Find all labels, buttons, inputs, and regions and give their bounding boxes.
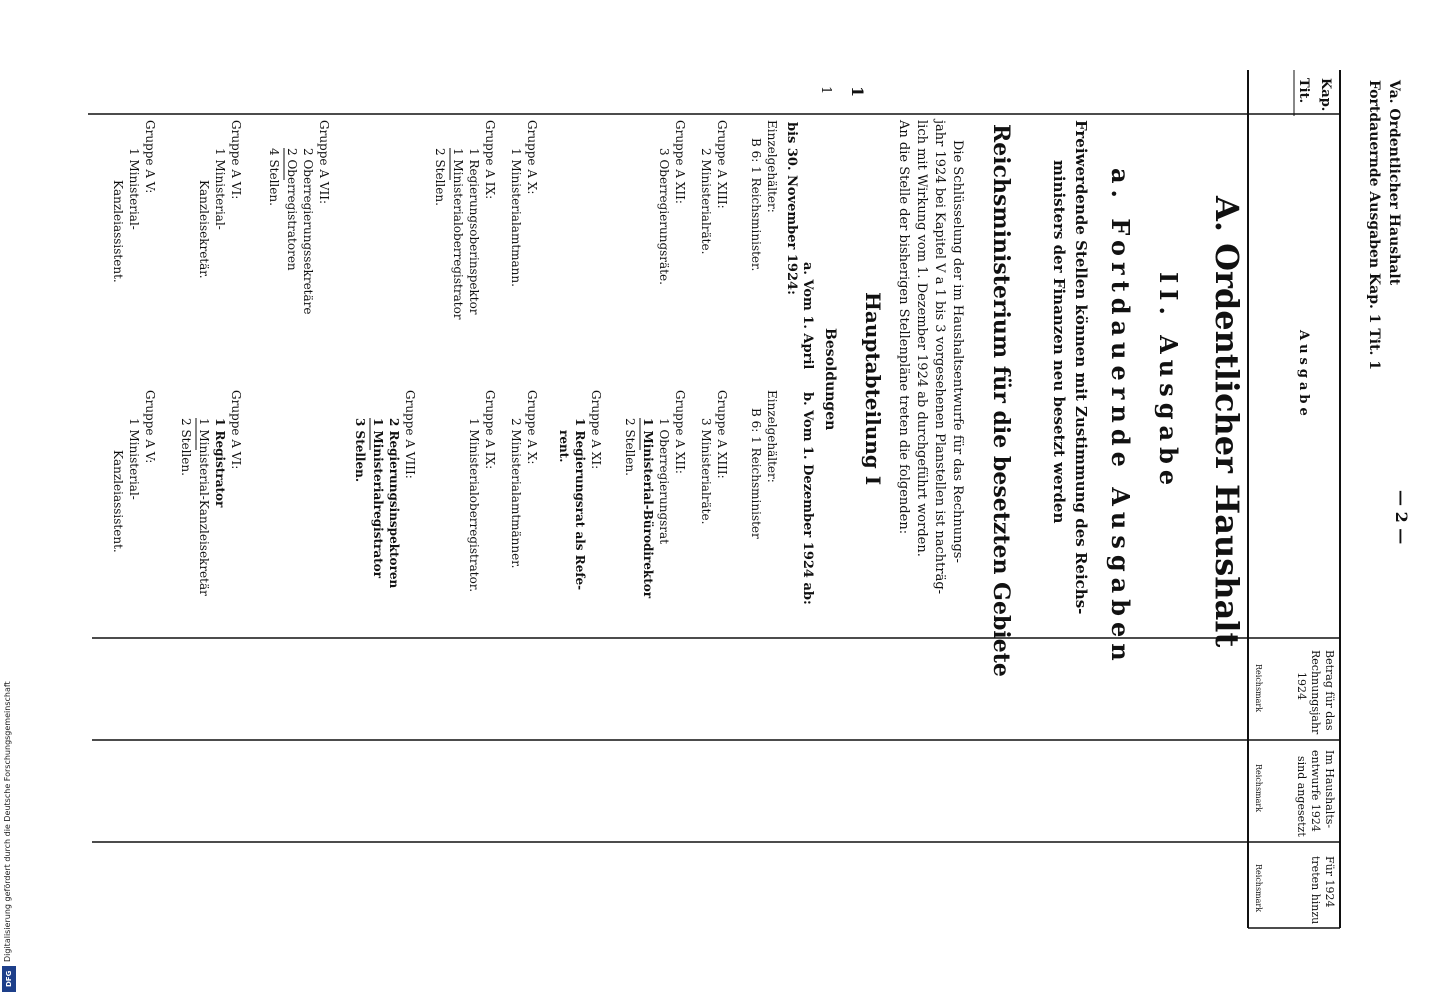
fuer-line-2: treten hinzu bbox=[1309, 856, 1322, 925]
left-line: 2 Oberregistratoren bbox=[285, 148, 299, 271]
subsection-title: a. Fortdauernde Ausgaben bbox=[1106, 168, 1135, 667]
haushalt-line-2: entwurfe 1924 bbox=[1309, 750, 1322, 832]
fuer-line-1: Für 1924 bbox=[1323, 856, 1336, 908]
column-tit: Tit. bbox=[1296, 78, 1311, 104]
betrag-line-3: 1924 bbox=[1295, 672, 1308, 700]
right-line: 1 Ministerialregistrator bbox=[371, 418, 385, 578]
note-line-3: lich mit Wirkung vom 1. Dezember 1924 ab durchgeführt worden. bbox=[914, 120, 929, 557]
right-line: 1 Regierungsrat als Refe- bbox=[573, 418, 587, 591]
hauptabteilung: Hauptabteilung I bbox=[861, 292, 885, 486]
left-line: 2 Stellen. bbox=[433, 148, 447, 206]
right-line: 2 Ministerialamtmänner. bbox=[509, 418, 523, 569]
left-line: Gruppe A IX: bbox=[483, 120, 497, 200]
left-line: 3 Oberregierungsräte. bbox=[657, 148, 671, 285]
left-line: Gruppe A VII: bbox=[317, 120, 331, 204]
left-line: 2 Ministerialräte. bbox=[699, 148, 713, 255]
left-header-b: bis 30. November 1924: bbox=[784, 122, 799, 295]
right-line: rent. bbox=[557, 430, 571, 463]
note-line-1: Die Schlüsselung der im Haushaltsentwurfe für das Rechnungs- bbox=[950, 140, 965, 563]
tit-number: 1 bbox=[818, 86, 833, 95]
left-line: Gruppe A XIII: bbox=[715, 120, 729, 209]
main-title: A. Ordentlicher Haushalt bbox=[1208, 196, 1246, 648]
right-line: 1 Ministerial- bbox=[127, 418, 141, 500]
right-header: b. Vom 1. Dezember 1924 ab: bbox=[800, 392, 815, 605]
right-line: 2 Stellen. bbox=[623, 418, 637, 476]
left-line: Gruppe A X: bbox=[525, 120, 539, 195]
sidebar-note: Digitalisierung gefördert durch die Deutsche Forschungsgemeinschaft bbox=[3, 681, 12, 962]
left-line: Kanzleisekretär. bbox=[197, 180, 211, 279]
right-line: 1 Oberregierungsrat bbox=[657, 418, 671, 545]
note-line-4: An die Stelle der bisherigen Stellenpläne treten die folgenden: bbox=[896, 120, 911, 535]
note-line-2: jahr 1924 bei Kapitel V a 1 bis 3 vorgesehenen Planstellen ist nachträg- bbox=[932, 120, 947, 595]
right-line: 2 Stellen. bbox=[179, 418, 193, 476]
intro-line-1: Freiwerdende Stellen können mit Zustimmung des Reichs- bbox=[1072, 120, 1090, 615]
column-ausgabe: Ausgabe bbox=[1296, 330, 1311, 420]
right-line: Gruppe A IX: bbox=[483, 390, 497, 470]
intro-line-2: ministers der Finanzen neu besetzt werden bbox=[1050, 160, 1068, 524]
left-header-a: a. Vom 1. April bbox=[800, 262, 815, 370]
right-line: 3 Stellen. bbox=[353, 418, 367, 483]
right-line: Kanzleiassistent. bbox=[111, 450, 125, 553]
haushalt-unit: Reichsmark bbox=[1254, 764, 1263, 813]
right-line: Gruppe A VI: bbox=[229, 390, 243, 470]
right-line: B 6: 1 Reichsminister bbox=[749, 408, 763, 539]
right-line: Gruppe A XIII: bbox=[715, 390, 729, 479]
right-line: Gruppe A XII: bbox=[673, 390, 687, 474]
header-title: Va. Ordentlicher Haushalt bbox=[1386, 80, 1402, 286]
right-line: Einzelgehälter: bbox=[765, 390, 779, 483]
kap-number: 1 bbox=[848, 86, 867, 98]
right-line: 1 Ministerial-Bürodirektor bbox=[641, 418, 655, 599]
page-number: — 2 — bbox=[1392, 490, 1411, 545]
right-line: 2 Regierungsinspektoren bbox=[387, 418, 401, 589]
column-kap: Kap. bbox=[1318, 78, 1333, 112]
left-line: 2 Oberregierungssekretäre bbox=[301, 148, 315, 315]
right-line: Gruppe A V: bbox=[143, 390, 157, 464]
ministry-title: Reichsministerium für die besetzten Gebiete bbox=[988, 124, 1014, 677]
left-line: 4 Stellen. bbox=[267, 148, 281, 206]
left-line: Gruppe A XII: bbox=[673, 120, 687, 204]
left-line: B 6: 1 Reichsminister. bbox=[749, 138, 763, 272]
right-line: Gruppe A XI: bbox=[589, 390, 603, 470]
haushalt-line-3: sind angesetzt bbox=[1295, 756, 1308, 837]
left-line: 1 Ministerial- bbox=[127, 148, 141, 230]
right-line: Gruppe A X: bbox=[525, 390, 539, 465]
betrag-line-2: Rechnungsjahr bbox=[1309, 650, 1322, 735]
right-line: Gruppe A VIII: bbox=[403, 390, 417, 479]
haushalt-line-1: Im Haushalts- bbox=[1323, 750, 1336, 829]
left-line: 1 Ministerial- bbox=[213, 148, 227, 230]
fuer-unit: Reichsmark bbox=[1254, 864, 1263, 913]
dfg-logo: DFG bbox=[2, 966, 16, 992]
betrag-unit: Reichsmark bbox=[1254, 664, 1263, 713]
besoldungen: Besoldungen bbox=[822, 328, 838, 431]
left-line: 1 Ministerialoberregistrator bbox=[451, 148, 465, 320]
left-line: Gruppe A V: bbox=[143, 120, 157, 194]
right-line: 1 Ministerialoberregistrator. bbox=[467, 418, 481, 593]
left-line: 1 Ministerialamtmann. bbox=[509, 148, 523, 287]
right-line: 1 Registrator bbox=[213, 418, 227, 508]
left-line: Gruppe A VI: bbox=[229, 120, 243, 200]
section-title: II. Ausgabe bbox=[1154, 272, 1183, 492]
left-line: Kanzleiassistent. bbox=[111, 180, 125, 283]
betrag-line-1: Betrag für das bbox=[1323, 650, 1336, 731]
left-line: Einzelgehälter: bbox=[765, 120, 779, 213]
right-line: 1 Ministerial-Kanzleisekretär bbox=[197, 418, 211, 596]
left-line: 1 Regierungsoberinspektor bbox=[467, 148, 481, 315]
right-line: 3 Ministerialräte. bbox=[699, 418, 713, 525]
header-subtitle: Fortdauernde Ausgaben Kap. 1 Tit. 1 bbox=[1366, 80, 1382, 371]
